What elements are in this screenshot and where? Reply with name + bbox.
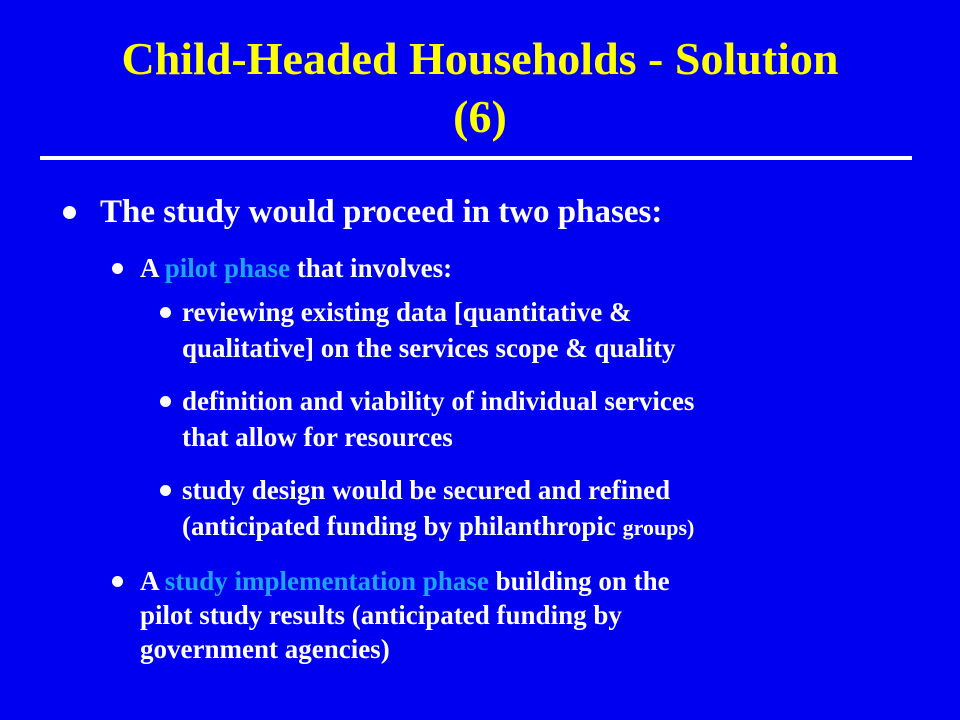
bullet-main bbox=[100, 192, 662, 232]
bullet-dot-sub1 bbox=[160, 307, 171, 318]
sub3-line-2-main: (anticipated funding by philanthropic bbox=[182, 511, 623, 541]
bullet-sub1 bbox=[182, 294, 675, 366]
bullet-dot-sub2 bbox=[160, 396, 171, 407]
sub1-line-1: reviewing existing data [quantitative & bbox=[182, 297, 632, 327]
bullet-main-text: The study would proceed in two phases: bbox=[100, 194, 663, 230]
slide-title bbox=[40, 30, 920, 146]
bullet-dot-sub3 bbox=[160, 485, 171, 496]
implementation-highlight: study implementation phase bbox=[164, 566, 489, 596]
bullet-dot-main bbox=[63, 206, 76, 219]
sub3-line-2 bbox=[182, 508, 694, 546]
title-line-2: (6) bbox=[453, 91, 507, 142]
pilot-suffix: that involves: bbox=[290, 253, 453, 283]
implementation-line-2: pilot study results (anticipated funding by bbox=[140, 600, 622, 630]
bullet-implementation bbox=[140, 564, 670, 666]
title-divider bbox=[40, 156, 912, 160]
implementation-line-3: government agencies) bbox=[140, 634, 390, 664]
bullet-dot-implementation bbox=[112, 576, 123, 587]
implementation-suffix: building on the bbox=[488, 566, 670, 596]
implementation-line-1 bbox=[140, 564, 670, 598]
pilot-highlight: pilot phase bbox=[164, 253, 291, 283]
pilot-prefix: A bbox=[140, 253, 165, 283]
sub3-line-2-small: groups) bbox=[622, 515, 695, 540]
sub1-line-2: qualitative] on the services scope & quality bbox=[182, 333, 676, 363]
bullet-pilot bbox=[140, 251, 452, 285]
sub3-line-1: study design would be secured and refined bbox=[182, 475, 671, 505]
implementation-prefix: A bbox=[140, 566, 165, 596]
bullet-dot-pilot bbox=[112, 263, 123, 274]
bullet-sub2 bbox=[182, 383, 694, 455]
sub2-line-2: that allow for resources bbox=[182, 422, 453, 452]
bullet-sub3 bbox=[182, 472, 694, 546]
sub2-line-1: definition and viability of individual services bbox=[182, 386, 695, 416]
title-line-1: Child-Headed Households - Solution bbox=[121, 33, 839, 84]
